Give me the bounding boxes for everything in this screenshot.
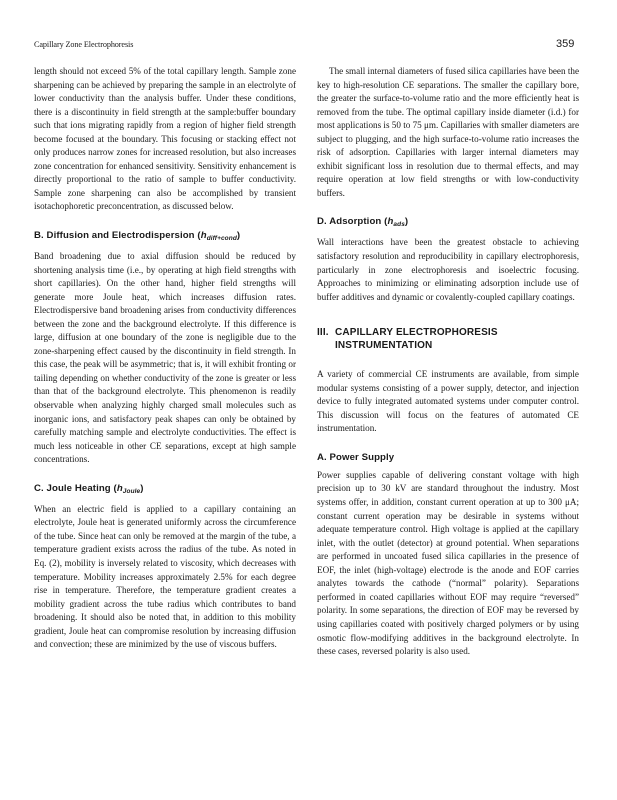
heading-symbol: h	[116, 482, 123, 494]
paragraph-sample-zone-sharpening: length should not exceed 5% of the total capillary length. Sample zone sharpening can be achieved by preparing the sample in an electrolyte of lower conductivity than the analysis buffer. Under these conditions, there is a discontinuity in field strength at the sample:buffer boundary such that ions migrating rapidly from a region of higher field strength become focused at the boundary. This focusing or stacking effect not only produces narrow zones for increased resolution, but also increases zone concentration for enhanced sensitivity. Sensitivity enhancement is directly proportional to the ratio of sample to buffer conductivity. Sample zone sharpening can also be accomplished by transient isotachophoretic preconcentration, as discussed below.	[34, 66, 296, 212]
paragraph-capillary-diameters: The small internal diameters of fused silica capillaries have been the key to high-resolution CE separations. The smaller the capillary bore, the greater the surface-to-volume ratio and the more efficiently heat is removed from the tube. The optimal capillary inside diameter (i.d.) for most applications is 50 to 75 μm. Capillaries with smaller diameters are subject to plugging, and the high surface-to-volume ratio increases the risk of adsorption. Capillaries with larger internal diameters may exhibit significant loss in resolution due to thermal effects, and may require operation at low field strengths or with low-conductivity buffers.	[317, 66, 579, 198]
paragraph-instrumentation: A variety of commercial CE instruments are available, from simple modular systems consisting of a power supply, detector, and injection device to fully integrated automated systems under computer control. This discussion will focus on the features of automated CE instrumentation.	[317, 369, 579, 434]
heading-subscript: ads	[393, 221, 405, 229]
heading-label: C. Joule Heating (	[34, 482, 117, 494]
heading-label: D. Adsorption (	[317, 216, 388, 228]
paragraph-power-supply: Power supplies capable of delivering constant voltage with high precision up to 30 kV are standard throughout the industry. Most systems offer, in addition, constant current operation at up to 300 μA; constant current operation may be desirable in systems without adequate temperature control. High voltage is applied at the capillary inlet, with the outlet (detector) at ground potential. When separations are performed in uncoated fused silica capillaries in the presence of EOF, the inlet (high-voltage) electrode is the anode and EOF carries analytes towards the cathode (“normal” polarity). Separations performed in coated capillaries without EOF may require “reversed” polarity. In some separations, the direction of EOF may be reversed by using capillaries coated with positively charged polymers or by using osmotic flow-modifying additives in the background electrolyte. In these cases, reversed polarity is also used.	[317, 469, 579, 657]
section-number: III.	[317, 327, 329, 339]
heading-adsorption	[317, 215, 579, 231]
heading-close: )	[140, 482, 144, 494]
heading-power-supply: A. Power Supply	[317, 451, 395, 463]
left-column	[34, 65, 296, 652]
running-head: Capillary Zone Electrophoresis	[34, 40, 134, 49]
heading-close: )	[236, 230, 241, 242]
heading-close: )	[404, 216, 409, 228]
right-column	[317, 65, 579, 659]
heading-joule-heating	[34, 482, 296, 498]
heading-symbol: h	[200, 230, 207, 242]
heading-label: B. Diffusion and Electrodispersion (	[34, 230, 201, 242]
page-number: 359	[556, 38, 575, 50]
heading-symbol: h	[387, 216, 394, 228]
section-title: CAPILLARY ELECTROPHORESIS INSTRUMENTATION	[335, 327, 498, 351]
paragraph-diffusion: Band broadening due to axial diffusion should be reduced by shortening analysis time (i.e., by operating at high field strengths with short capillaries). On the other hand, higher field strengths will generate more Joule heat, which increases diffusion rates. Electrodispersive band broadening arises from conductivity differences between the zone and the background electrolyte. If this difference is large, diffusion at one boundary of the zone is negligible due to the zone-sharpening effect caused by the discontinuity in field strength. In this case, the peak will be asymmetric; that is, it will exhibit fronting or tailing depending on whether conductivity of the zone is greater or less than that of the background electrolyte. This phenomenon is readily observable when analyzing highly charged small molecules such as inorganic ions, and satisfactory peak shapes can only be obtained by carefully matching sample and electrolyte conductivities. The effect is much less noticeable in other CE separations, except at high sample concentrations.	[34, 251, 296, 465]
heading-subscript: diff+cond	[206, 235, 237, 243]
paragraph-adsorption: Wall interactions have been the greatest obstacle to achieving satisfactory resolution and reproducibility in capillary electrophoresis, particularly in zone electrophoresis and isoelectric focusing. Approaches to minimizing or eliminating adsorption include use of buffer additives and dynamic or covalently-coupled capillary coatings.	[317, 237, 579, 302]
heading-subscript: Joule	[122, 487, 141, 495]
section-heading-instrumentation	[317, 327, 579, 352]
paragraph-joule-heating: When an electric field is applied to a capillary containing an electrolyte, Joule heat is generated uniformly across the circumference of the tube. Since heat can only be removed at the margin of the tube, a temperature gradient exists across the radius of the tube. As noted in Eq. (2), mobility is inversely related to viscosity, which decreases with temperature. Mobility increases approximately 2.5% for each degree rise in temperature. Therefore, the temperature gradient creates a mobility gradient across the tube radius which contributes to band broadening. It should also be noted that, in addition to this mobility gradient, Joule heat can compromise resolution by increasing diffusion and convection; these are minimized by the use of viscous buffers.	[34, 503, 296, 650]
heading-diffusion-electrodispersion	[34, 229, 296, 245]
